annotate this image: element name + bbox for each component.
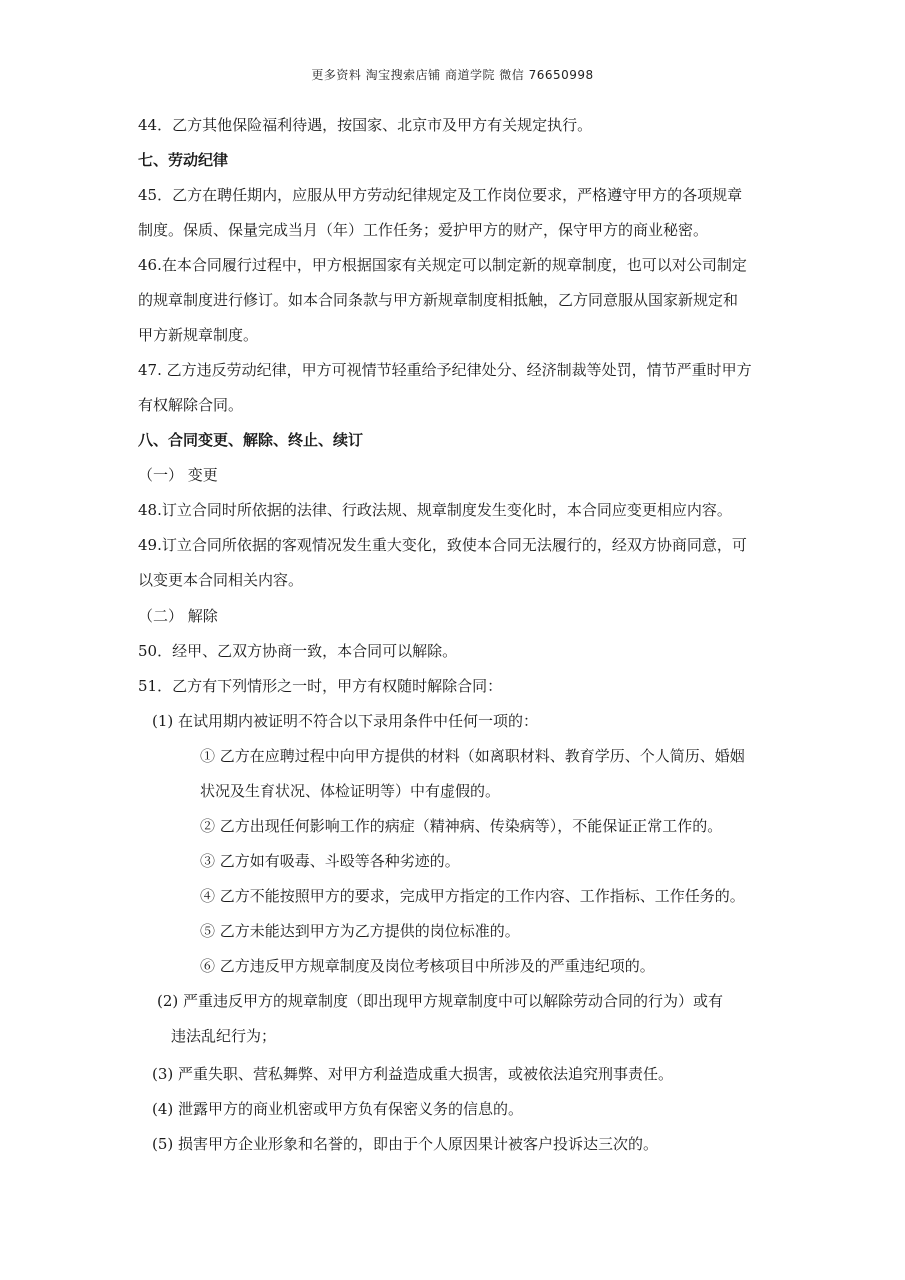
clause-45-line2: 制度。保质、保量完成当月（年）工作任务；爱护甲方的财产，保守甲方的商业秘密。 — [138, 221, 709, 239]
condition-4: ④ 乙方不能按照甲方的要求，完成甲方指定的工作内容、工作指标、工作任务的。 — [200, 887, 745, 905]
clause-51-item-2-line2: 违法乱纪行为； — [171, 1027, 277, 1045]
condition-2: ② 乙方出现任何影响工作的病症（精神病、传染病等），不能保证正常工作的。 — [200, 817, 723, 835]
subsection-termination: （二） 解除 — [138, 607, 218, 625]
condition-5: ⑤ 乙方未能达到甲方为乙方提供的岗位标准的。 — [200, 922, 520, 940]
clause-47-line1: 47. 乙方违反劳动纪律，甲方可视情节轻重给予纪律处分、经济制裁等处罚，情节严重时甲方 — [138, 361, 752, 379]
condition-1-line2: 状况及生育状况、体检证明等）中有虚假的。 — [200, 782, 501, 800]
clause-50: 50．经甲、乙双方协商一致，本合同可以解除。 — [138, 642, 458, 660]
condition-6: ⑥ 乙方违反甲方规章制度及岗位考核项目中所涉及的严重违纪项的。 — [200, 957, 655, 975]
clause-47-line2: 有权解除合同。 — [138, 396, 244, 414]
subsection-change: （一） 变更 — [138, 466, 218, 484]
clause-45-line1: 45．乙方在聘任期内，应服从甲方劳动纪律规定及工作岗位要求，严格遵守甲方的各项规章 — [138, 186, 743, 204]
clause-51-item-3: (3) 严重失职、营私舞弊、对甲方利益造成重大损害，或被依法追究刑事责任。 — [152, 1065, 674, 1083]
clause-49-line2: 以变更本合同相关内容。 — [138, 571, 304, 589]
section-heading-7: 七、劳动纪律 — [138, 151, 229, 169]
clause-46-line1: 46.在本合同履行过程中，甲方根据国家有关规定可以制定新的规章制度，也可以对公司制定 — [138, 256, 747, 274]
clause-51-item-4: (4) 泄露甲方的商业机密或甲方负有保密义务的信息的。 — [152, 1100, 524, 1118]
condition-1-line1: ① 乙方在应聘过程中向甲方提供的材料（如离职材料、教育学历、个人简历、婚姻 — [200, 747, 745, 765]
section-heading-8: 八、合同变更、解除、终止、续订 — [138, 431, 364, 449]
clause-51: 51．乙方有下列情形之一时，甲方有权随时解除合同： — [138, 677, 503, 695]
clause-48: 48.订立合同时所依据的法律、行政法规、规章制度发生变化时，本合同应变更相应内容。 — [138, 501, 732, 519]
clause-46-line2: 的规章制度进行修订。如本合同条款与甲方新规章制度相抵触，乙方同意服从国家新规定和 — [138, 291, 739, 309]
clause-51-item-2-line1: (2) 严重违反甲方的规章制度（即出现甲方规章制度中可以解除劳动合同的行为）或有 — [157, 992, 724, 1010]
clause-46-line3: 甲方新规章制度。 — [138, 326, 259, 344]
clause-49-line1: 49.订立合同所依据的客观情况发生重大变化，致使本合同无法履行的，经双方协商同意，可 — [138, 536, 747, 554]
clause-44: 44．乙方其他保险福利待遇，按国家、北京市及甲方有关规定执行。 — [138, 116, 593, 134]
clause-51-item-5: (5) 损害甲方企业形象和名誉的，即由于个人原因果计被客户投诉达三次的。 — [152, 1135, 659, 1153]
clause-51-item-1: (1) 在试用期内被证明不符合以下录用条件中任何一项的： — [152, 712, 539, 730]
condition-3: ③ 乙方如有吸毒、斗殴等各种劣迹的。 — [200, 852, 460, 870]
page-header: 更多资料 淘宝搜索店铺 商道学院 微信 76650998 — [311, 68, 594, 82]
